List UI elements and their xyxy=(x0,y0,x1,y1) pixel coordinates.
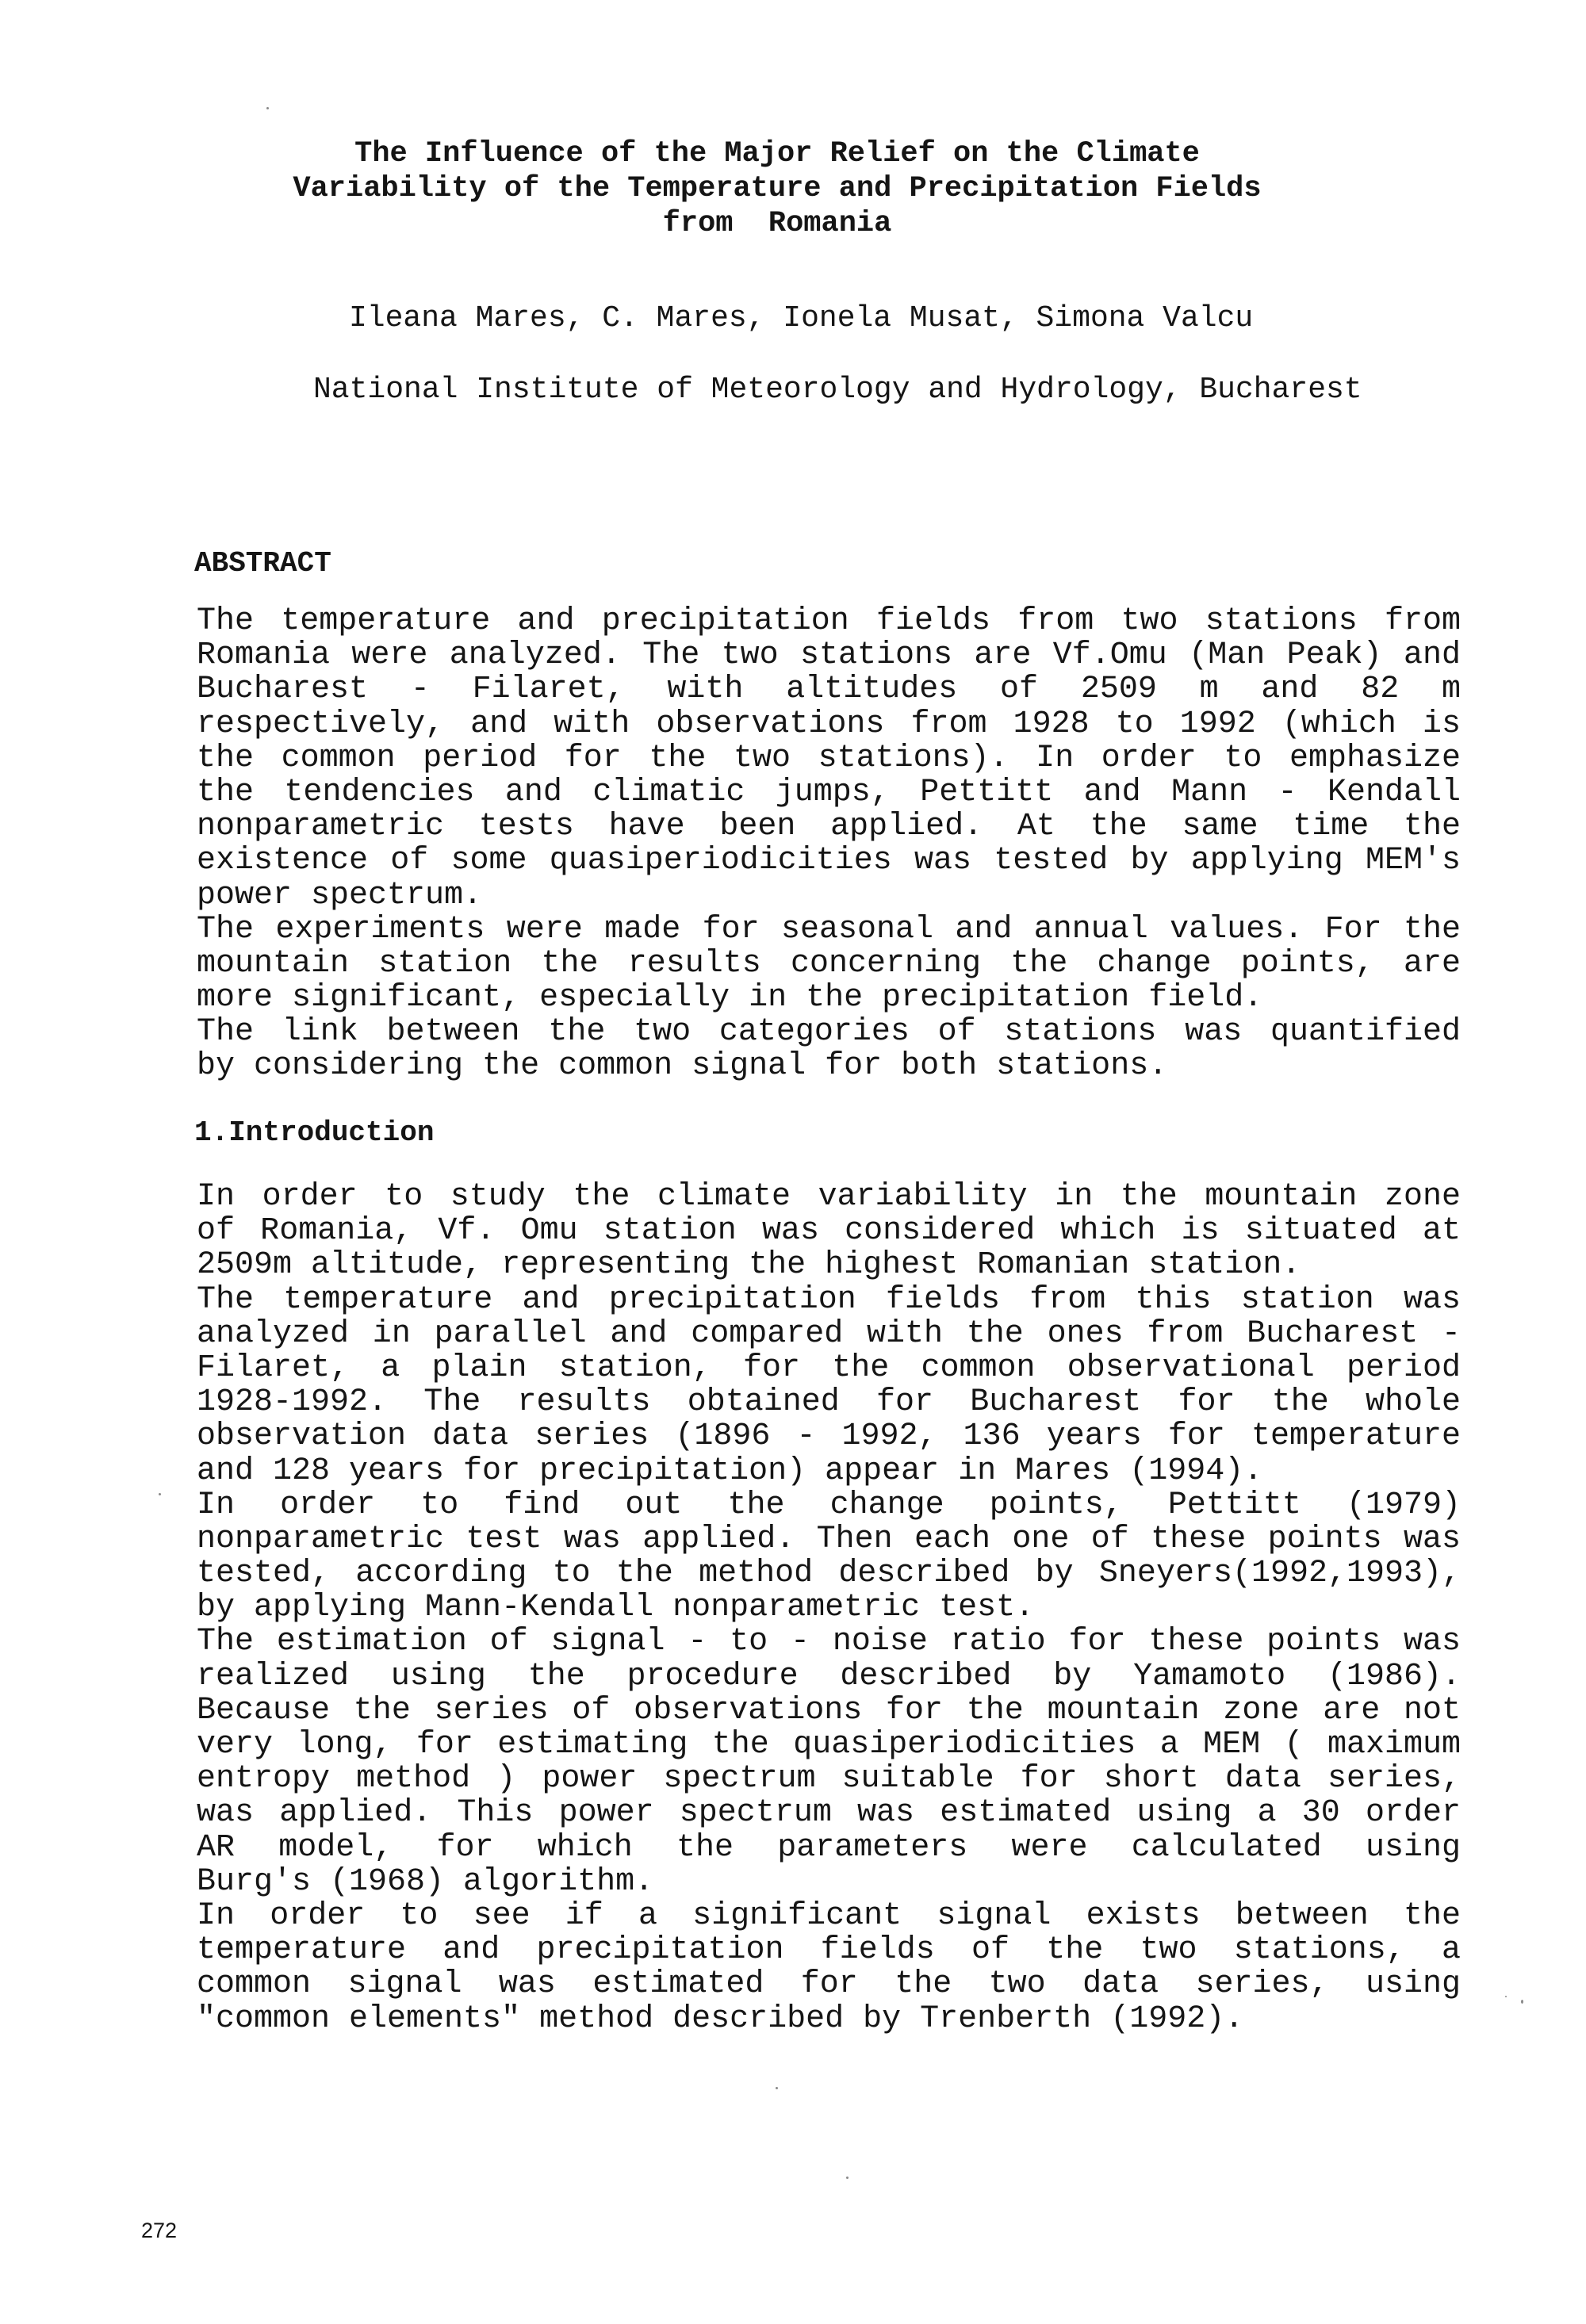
text-line: existence of some quasiperiodicities was tested by applying MEM's xyxy=(197,844,1461,879)
text-line: of Romania, Vf. Omu station was considered which is situated at xyxy=(197,1214,1461,1249)
text-line: In order to see if a significant signal exists between the xyxy=(197,1898,1461,1934)
text-line: Romania were analyzed. The two stations are Vf.Omu (Man Peak) and xyxy=(197,638,1461,673)
text-line: AR model, for which the parameters were calculated using xyxy=(197,1830,1461,1865)
text-line: entropy method ) power spectrum suitable for short data series, xyxy=(197,1762,1461,1797)
scan-speck xyxy=(776,2087,778,2089)
text-line: observation data series (1896 - 1992, 136 years for temperature xyxy=(197,1419,1461,1454)
page-number: 272 xyxy=(141,2219,178,2242)
text-line: 1928-1992. The results obtained for Bucharest for the whole xyxy=(197,1385,1461,1420)
text-line: nonparametric tests have been applied. At the same time the xyxy=(197,810,1461,844)
text-line: the common period for the two stations). In order to emphasize xyxy=(197,741,1461,775)
text-line: In order to study the climate variability in the mountain zone xyxy=(197,1180,1461,1215)
text-line: In order to find out the change points, Pettitt (1979) xyxy=(197,1487,1461,1522)
text-line: The estimation of signal - to - noise ratio for these points was xyxy=(197,1625,1461,1660)
text-line: was applied. This power spectrum was estimated using a 30 order xyxy=(197,1796,1461,1831)
abstract-heading: ABSTRACT xyxy=(194,547,331,580)
scan-speck xyxy=(266,107,269,109)
scan-speck xyxy=(846,2177,849,2179)
text-line: by applying Mann-Kendall nonparametric test. xyxy=(197,1591,1035,1625)
affiliation: National Institute of Meteorology and Hydrology, Bucharest xyxy=(313,373,1362,407)
text-line: power spectrum. xyxy=(197,878,483,913)
introduction-body xyxy=(197,1180,1461,2036)
introduction-paragraph xyxy=(197,1180,1461,1283)
introduction-paragraph xyxy=(197,1283,1461,1488)
paper-title xyxy=(262,136,1293,241)
text-line: Bucharest - Filaret, with altitudes of 2509 m and 82 m xyxy=(197,672,1461,707)
text-line: The experiments were made for seasonal and annual values. For the xyxy=(197,912,1461,947)
abstract-paragraph xyxy=(197,913,1461,1016)
text-line: mountain station the results concerning the change points, are xyxy=(197,946,1461,982)
abstract-paragraph xyxy=(197,1015,1461,1083)
text-line: more significant, especially in the precipitation field. xyxy=(197,981,1263,1016)
text-line: 2509m altitude, representing the highest Romanian station. xyxy=(197,1248,1301,1283)
text-line: tested, according to the method described by Sneyers(1992,1993), xyxy=(197,1556,1461,1591)
abstract-body xyxy=(197,604,1461,1084)
text-line: The link between the two categories of stations was quantified xyxy=(197,1015,1461,1050)
author-list: Ileana Mares, C. Mares, Ionela Musat, Simona Valcu xyxy=(349,301,1254,335)
title-line: from Romania xyxy=(662,207,892,240)
text-line: temperature and precipitation fields of the two stations, a xyxy=(197,1933,1461,1968)
text-line: Burg's (1968) algorithm. xyxy=(197,1864,654,1899)
title-line: The Influence of the Major Relief on the Climate xyxy=(354,137,1200,170)
text-line: "common elements" method described by Trenberth (1992). xyxy=(197,2001,1244,2036)
introduction-heading: 1.Introduction xyxy=(194,1116,435,1149)
text-line: respectively, and with observations from 1928 to 1992 (which is xyxy=(197,706,1461,741)
text-line: very long, for estimating the quasiperiodicities a MEM ( maximum xyxy=(197,1728,1461,1763)
introduction-paragraph xyxy=(197,1625,1461,1899)
text-line: Because the series of observations for the mountain zone are not xyxy=(197,1693,1461,1728)
title-line: Variability of the Temperature and Precipitation Fields xyxy=(293,172,1262,205)
text-line: by considering the common signal for both stations. xyxy=(197,1049,1168,1084)
scan-speck xyxy=(159,1493,161,1495)
text-line: The temperature and precipitation fields from two stations from xyxy=(197,604,1461,639)
text-line: analyzed in parallel and compared with the ones from Bucharest - xyxy=(197,1316,1461,1351)
text-line: Filaret, a plain station, for the common observational period xyxy=(197,1350,1461,1386)
text-line: The temperature and precipitation fields from this station was xyxy=(197,1282,1461,1317)
text-line: nonparametric test was applied. Then each one of these points was xyxy=(197,1522,1461,1557)
introduction-paragraph xyxy=(197,1899,1461,2036)
text-line: the tendencies and climatic jumps, Pettitt and Mann - Kendall xyxy=(197,775,1461,810)
scan-speck xyxy=(1521,2000,1523,2004)
scan-speck xyxy=(1505,1996,1507,1997)
text-line: realized using the procedure described by Yamamoto (1986). xyxy=(197,1659,1461,1694)
introduction-paragraph xyxy=(197,1488,1461,1625)
text-line: and 128 years for precipitation) appear in Mares (1994). xyxy=(197,1453,1263,1488)
text-line: common signal was estimated for the two data series, using xyxy=(197,1967,1461,2002)
abstract-paragraph xyxy=(197,604,1461,913)
